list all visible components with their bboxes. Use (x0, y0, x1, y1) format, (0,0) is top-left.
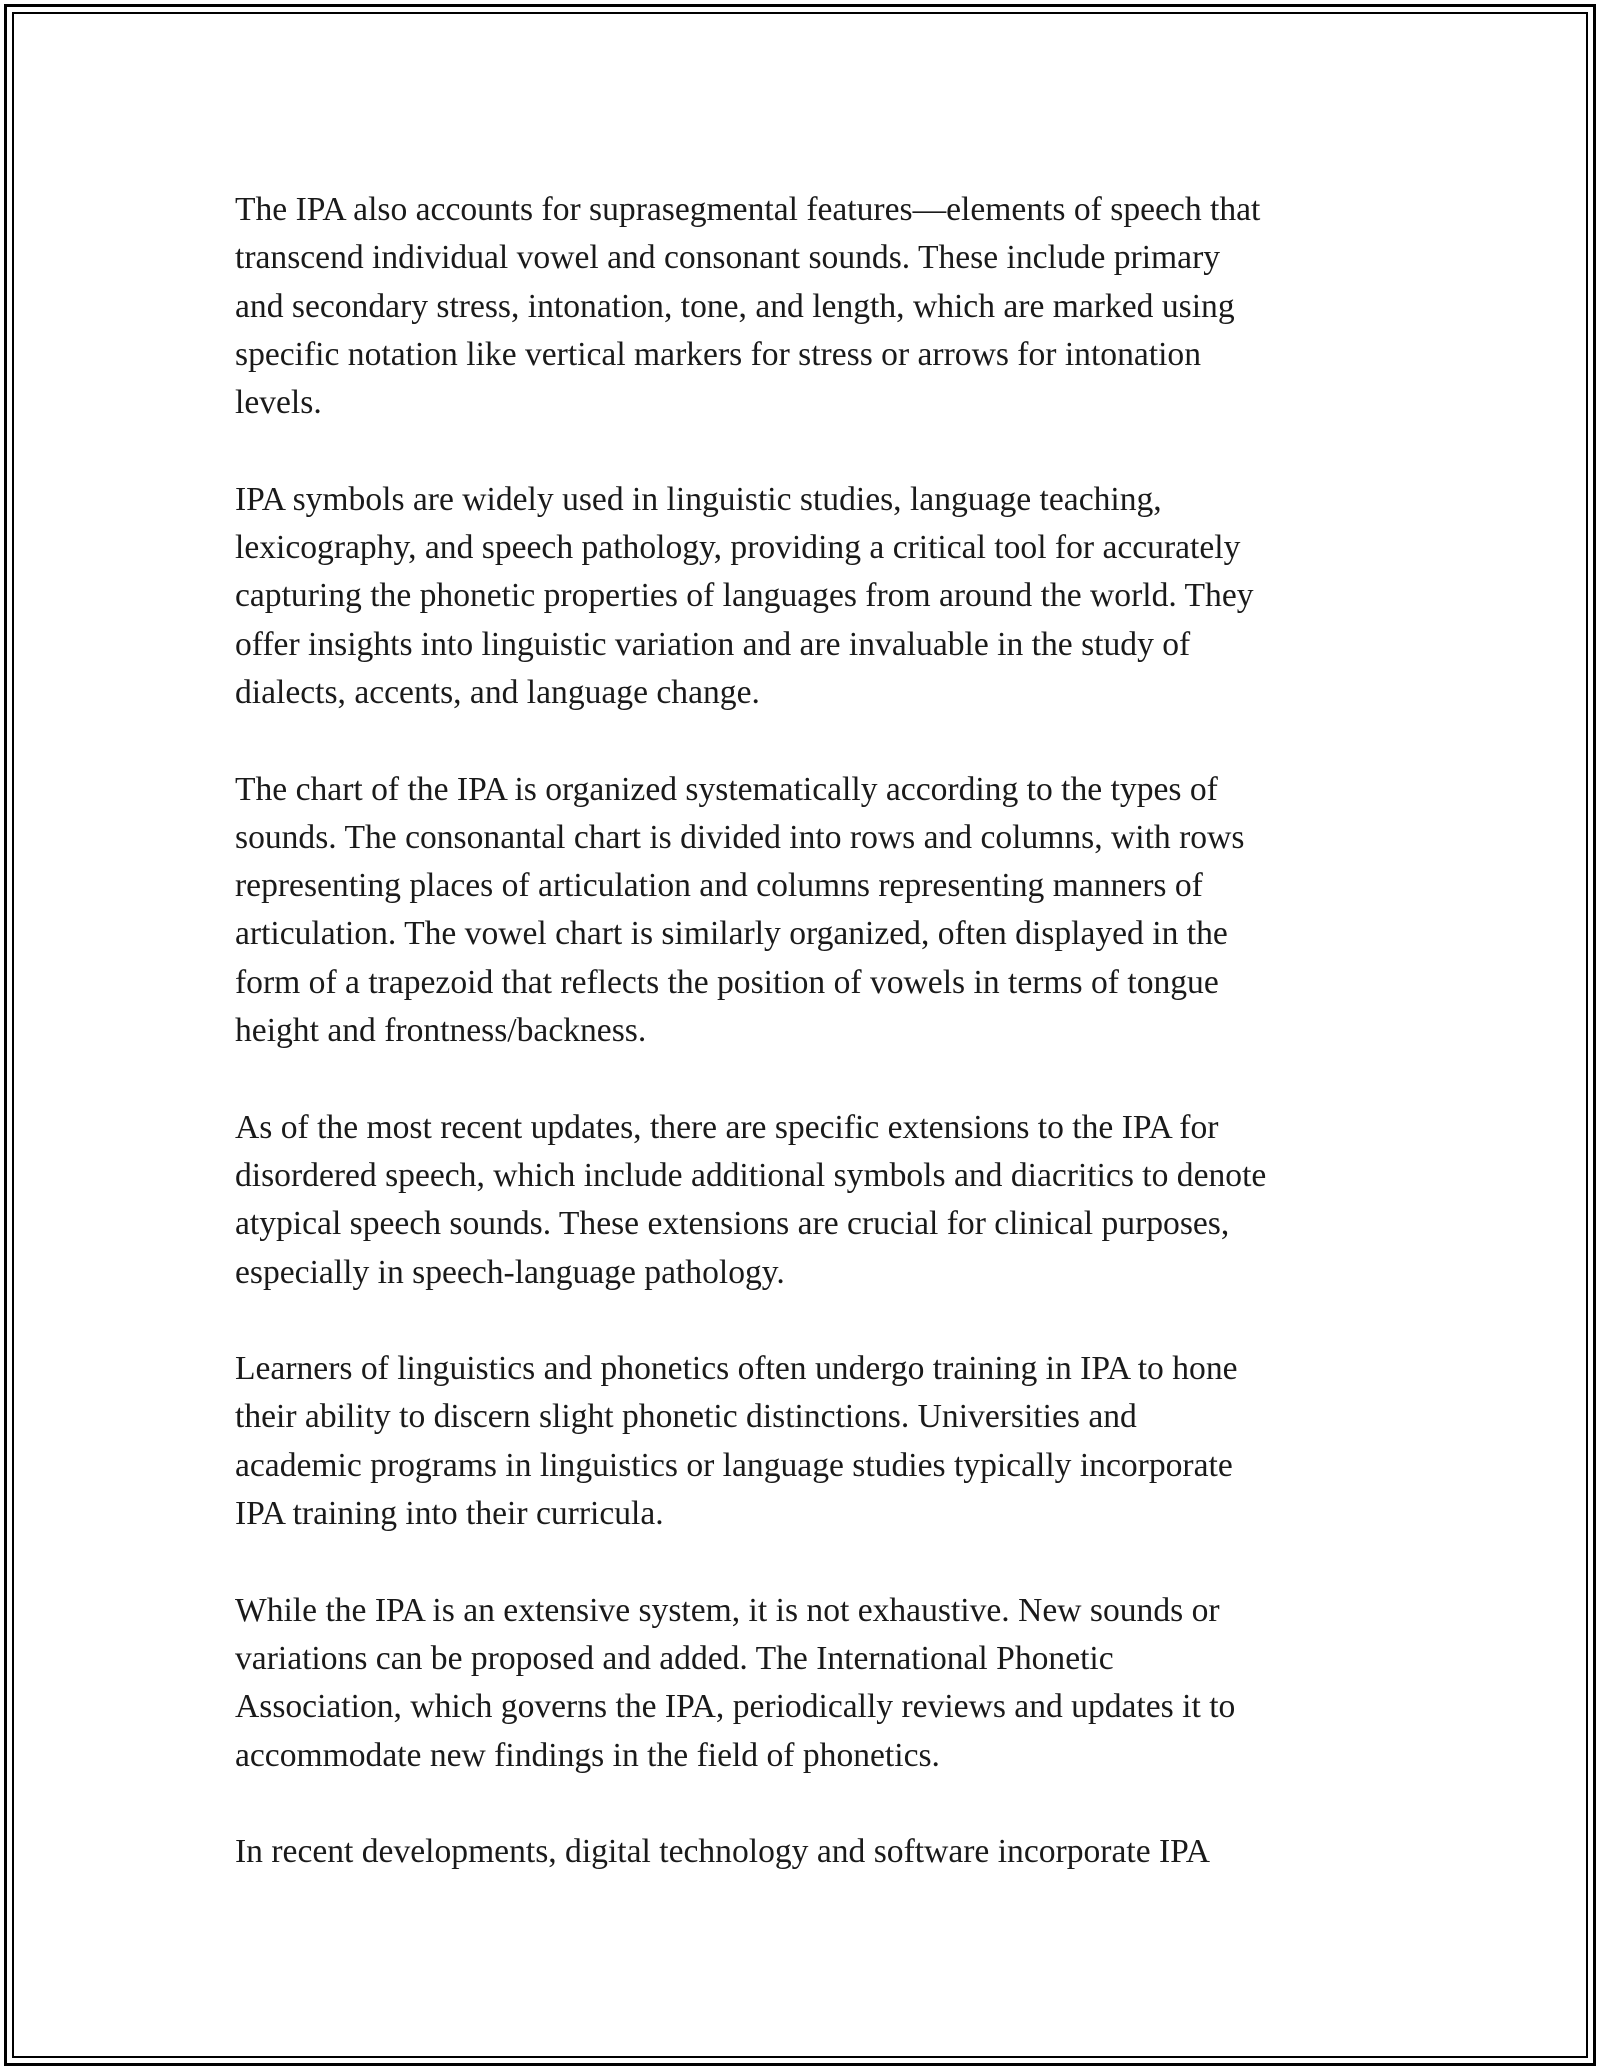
paragraph-line: variations can be proposed and added. The International Phonetic (235, 1639, 1114, 1677)
paragraph-line: accommodate new findings in the field of phonetics. (235, 1736, 940, 1774)
paragraph-line: disordered speech, which include additional symbols and diacritics to denote (235, 1156, 1267, 1194)
paragraph-line: form of a trapezoid that reflects the position of vowels in terms of tongue (235, 963, 1219, 1001)
paragraph-line: lexicography, and speech pathology, providing a critical tool for accurately (235, 529, 1241, 567)
paragraph-line: articulation. The vowel chart is similarly organized, often displayed in the (235, 915, 1228, 953)
paragraph-learners (235, 1345, 1375, 1538)
paragraph-line: offer insights into linguistic variation and are invaluable in the study of (235, 625, 1191, 663)
paragraph-extensions (235, 1104, 1375, 1297)
paragraph-line: capturing the phonetic properties of languages from around the world. They (235, 577, 1254, 615)
paragraph-line: atypical speech sounds. These extensions are crucial for clinical purposes, (235, 1205, 1230, 1243)
paragraph-line: IPA symbols are widely used in linguistic studies, language teaching, (235, 480, 1162, 518)
paragraph-line: The chart of the IPA is organized systematically according to the types of (235, 770, 1218, 808)
paragraph-line: sounds. The consonantal chart is divided into rows and columns, with rows (235, 818, 1245, 856)
paragraph-chart-organization (235, 766, 1375, 1056)
paragraph-line: height and frontness/backness. (235, 1012, 647, 1050)
paragraph-line: especially in speech-language pathology. (235, 1253, 785, 1291)
paragraph-line: While the IPA is an extensive system, it is not exhaustive. New sounds or (235, 1591, 1220, 1629)
paragraph-not-exhaustive (235, 1587, 1375, 1780)
paragraph-line: representing places of articulation and columns representing manners of (235, 867, 1203, 905)
paragraph-line: Learners of linguistics and phonetics often undergo training in IPA to hone (235, 1350, 1238, 1388)
paragraph-line: The IPA also accounts for suprasegmental features—elements of speech that (235, 191, 1261, 228)
paragraph-line: levels. (235, 384, 322, 422)
paragraph-line: and secondary stress, intonation, tone, and length, which are marked using (235, 287, 1235, 325)
paragraph-line: Association, which governs the IPA, periodically reviews and updates it to (235, 1688, 1236, 1726)
paragraph-line: transcend individual vowel and consonant sounds. These include primary (235, 239, 1221, 277)
paragraph-line: IPA training into their curricula. (235, 1495, 664, 1533)
document-body (235, 186, 1375, 1925)
paragraph-line: As of the most recent updates, there are specific extensions to the IPA for (235, 1108, 1219, 1146)
paragraph-digital-developments (235, 1828, 1375, 1876)
paragraph-suprasegmental (235, 186, 1375, 427)
paragraph-line: In recent developments, digital technology and software incorporate IPA (235, 1833, 1211, 1871)
paragraph-usage (235, 476, 1375, 717)
paragraph-line: their ability to discern slight phonetic distinctions. Universities and (235, 1398, 1137, 1436)
paragraph-line: specific notation like vertical markers for stress or arrows for intonation (235, 335, 1201, 373)
paragraph-line: academic programs in linguistics or language studies typically incorporate (235, 1446, 1233, 1484)
paragraph-line: dialects, accents, and language change. (235, 673, 760, 711)
